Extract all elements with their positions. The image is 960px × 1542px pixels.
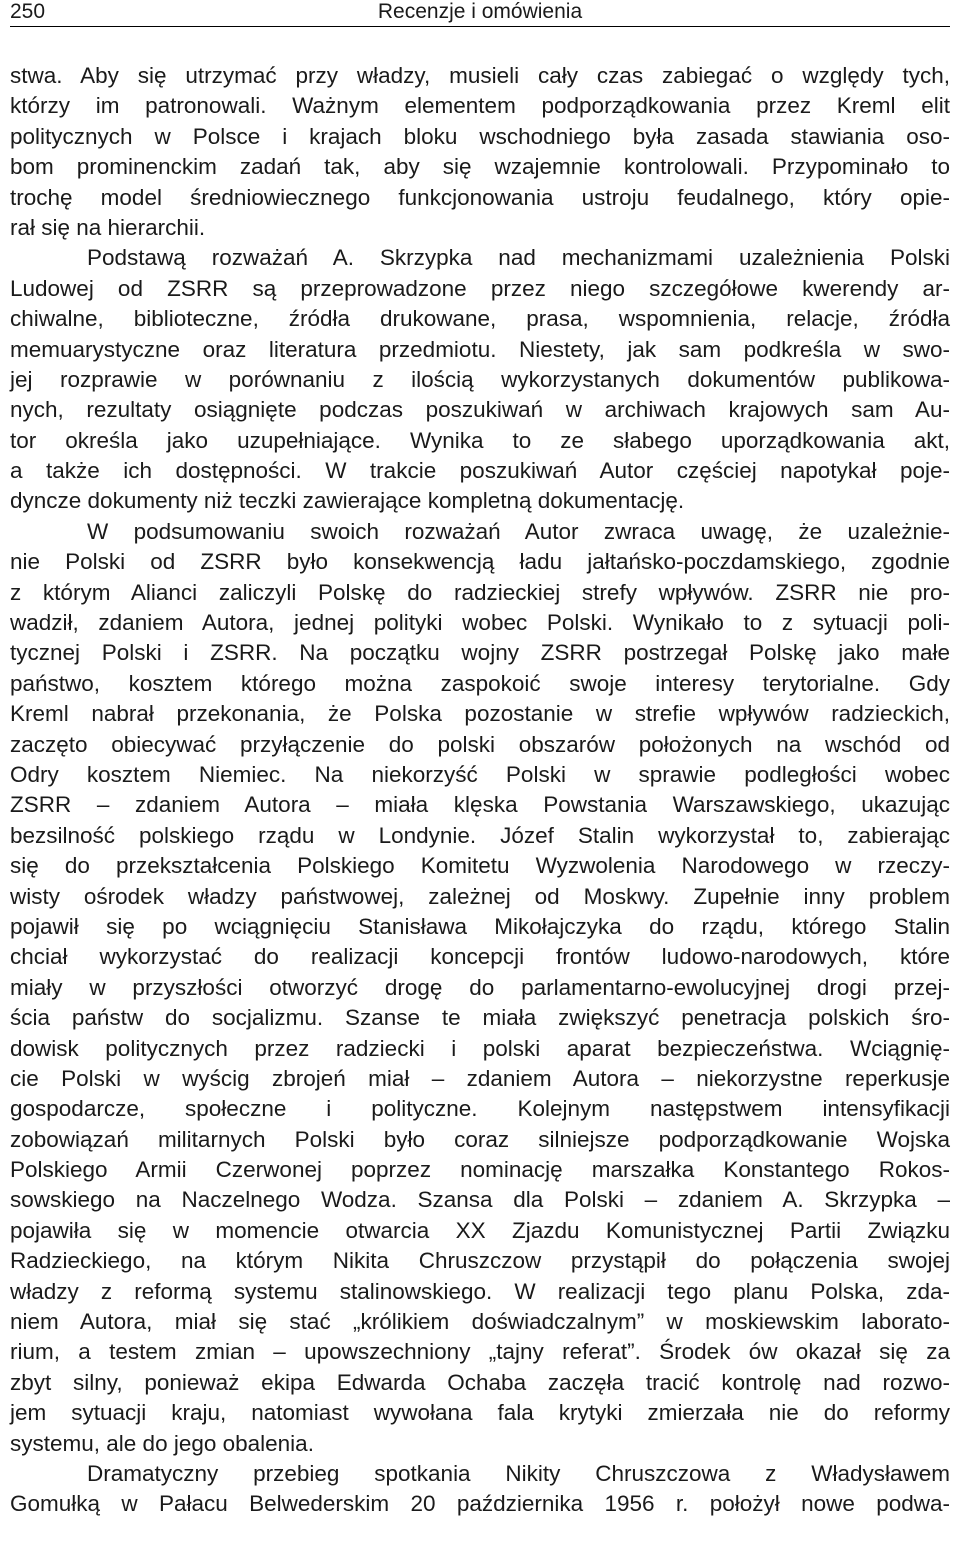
running-title: Recenzje i omówienia (377, 0, 583, 23)
text-line: zobowiązań militarnych Polski było coraz silniejsze podporządkowanie Wojska (10, 1126, 950, 1152)
text-line: rał się na hierarchii. (10, 214, 206, 240)
text-line: memuarystyczne oraz literatura przedmiotu. Niestety, jak sam podkreśla w swo- (10, 336, 950, 362)
text-line: cie Polski w wyścig zbrojeń miał – zdaniem Autora – niekorzystne reperkusje (10, 1065, 950, 1091)
text-line: niem Autora, miał się stać „królikiem doświadczalnym” w moskiewskim laborato- (10, 1309, 950, 1335)
text-line: Radzieckiego, na którym Nikita Chruszczow przystąpił do połączenia swojej (10, 1248, 950, 1274)
text-line: bom prominenckim zadań tak, aby się wzajemnie kontrolowali. Przypominało to (10, 154, 950, 180)
text-line: a także ich dostępności. W trakcie poszukiwań Autor częściej napotykał poje- (10, 458, 950, 484)
text-line: trochę model średniowiecznego funkcjonowania ustroju feudalnego, który opie- (10, 184, 950, 210)
text-line: dowisk politycznych przez radziecki i polski aparat bezpieczeństwa. Wciągnię- (10, 1035, 950, 1061)
text-line: jej rozprawie w porównaniu z ilością wykorzystanych dokumentów publikowa- (10, 366, 950, 392)
text-line: Odry kosztem Niemiec. Na niekorzyść Polski w sprawie podległości wobec (10, 761, 950, 787)
text-line: tor określa jako uzupełniające. Wynika to ze słabego uporządkowania akt, (10, 427, 950, 453)
text-line: wadził, zdaniem Autora, jednej polityki wobec Polski. Wynikało to z sytuacji poli- (10, 610, 950, 636)
text-line: Dramatyczny przebieg spotkania Nikity Chruszczowa z Władysławem (87, 1460, 950, 1486)
text-line: bezsilność polskiego rządu w Londynie. Józef Stalin wykorzystał to, zabierając (10, 822, 950, 848)
text-line: się do przekształcenia Polskiego Komitetu Wyzwolenia Narodowego w rzeczy- (10, 853, 950, 879)
text-line: Polskiego Armii Czerwonej poprzez nominację marszałka Konstantego Rokos- (10, 1157, 950, 1183)
text-line: dyncze dokumenty niż teczki zawierające kompletną dokumentację. (10, 488, 685, 514)
text-line: wisty ośrodek władzy państwowej, zależnej od Moskwy. Zupełnie inny problem (10, 883, 950, 909)
text-line: nych, rezultaty osiągnięte podczas poszukiwań w archiwach krajowych sam Au- (10, 397, 950, 423)
text-line: Gomułką w Pałacu Belwederskim 20 października 1956 r. położył nowe podwa- (10, 1491, 950, 1517)
text-line: politycznych w Polsce i krajach bloku wschodniego była zasada stawiania oso- (10, 123, 950, 149)
text-line: państwo, kosztem którego można zaspokoić swoje interesy terytorialne. Gdy (10, 670, 950, 696)
text-line: rium, a testem zmian – upowszechniony „tajny referat”. Środek ów okazał się za (10, 1339, 950, 1365)
page-number: 250 (10, 0, 46, 23)
text-line: tycznej Polski i ZSRR. Na początku wojny ZSRR postrzegał Polskę jako małe (10, 640, 950, 666)
text-line: ścia państw do socjalizmu. Szanse te miała zwiększyć penetracja polskich śro- (10, 1005, 950, 1031)
text-line: Podstawą rozważań A. Skrzypka nad mechanizmami uzależnienia Polski (87, 245, 950, 271)
text-line: zaczęto obiecywać przyłączenie do polski obszarów położonych na wschód od (10, 731, 950, 757)
text-line: Kreml nabrał przekonania, że Polska pozostanie w strefie wpływów radzieckich, (10, 701, 950, 727)
text-line: jem sytuacji kraju, natomiast wywołana fala krytyki zmierzała nie do reformy (10, 1400, 950, 1426)
text-line: W podsumowaniu swoich rozważań Autor zwraca uwagę, że uzależnie- (87, 518, 950, 544)
text-line: władzy z reformą systemu stalinowskiego. W realizacji tego planu Polska, zda- (10, 1278, 950, 1304)
text-line: z którym Alianci zaliczyli Polskę do radzieckiej strefy wpływów. ZSRR nie pro- (10, 579, 950, 605)
text-line: miały w przyszłości otworzyć drogę do parlamentarno-ewolucyjnej drogi przej- (10, 974, 950, 1000)
text-line: ZSRR – zdaniem Autora – miała klęska Powstania Warszawskiego, ukazując (10, 792, 950, 818)
text-line: pojawiła się w momencie otwarcia XX Zjazdu Komunistycznej Partii Związku (10, 1217, 950, 1243)
text-line: którzy im patronowali. Ważnym elementem podporządkowania przez Kreml elit (10, 93, 950, 119)
text-line: chiwalne, biblioteczne, źródła drukowane, prasa, wspomnienia, relacje, źródła (10, 306, 950, 332)
text-line: pojawił się po wciągnięciu Stanisława Mikołajczyka do rządu, którego Stalin (10, 913, 950, 939)
text-line: zbyt silny, ponieważ ekipa Edwarda Ochaba zaczęła tracić kontrolę nad rozwo- (10, 1369, 950, 1395)
running-header (10, 0, 950, 27)
body-text (10, 61, 950, 1520)
text-line: gospodarcze, społeczne i polityczne. Kolejnym następstwem intensyfikacji (10, 1096, 950, 1122)
text-line: stwa. Aby się utrzymać przy władzy, musieli cały czas zabiegać o względy tych, (10, 63, 950, 88)
text-line: Ludowej od ZSRR są przeprowadzone przez niego szczegółowe kwerendy ar- (10, 275, 950, 301)
text-line: systemu, ale do jego obalenia. (10, 1430, 314, 1456)
text-line: nie Polski od ZSRR było konsekwencją ładu jałtańsko-poczdamskiego, zgodnie (10, 549, 950, 575)
text-line: chciał wykorzystać do realizacji koncepcji frontów ludowo-narodowych, które (10, 944, 950, 970)
text-line: sowskiego na Naczelnego Wodza. Szansa dla Polski – zdaniem A. Skrzypka – (10, 1187, 950, 1213)
